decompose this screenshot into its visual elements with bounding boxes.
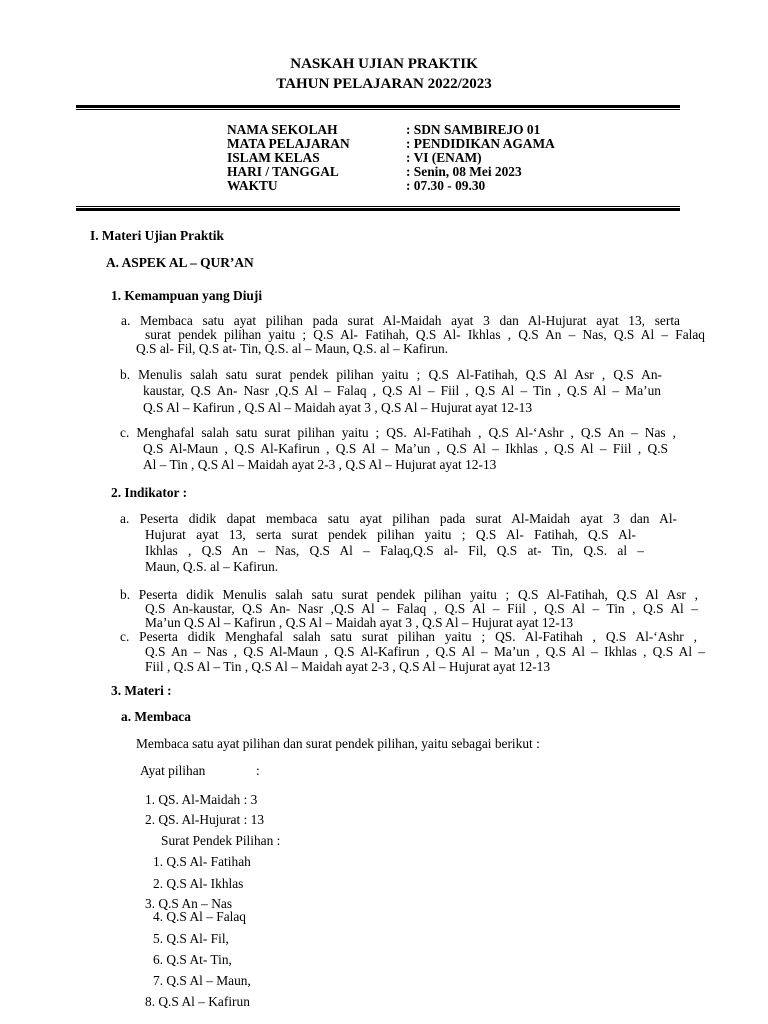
- section-heading-materi: I. Materi Ujian Praktik: [90, 228, 224, 243]
- kemampuan-b-line2: kaustar, Q.S An- Nasr ,Q.S Al – Falaq , Q.S Al – Fiil , Q.S Al – Tin , Q.S Al – Ma’un: [143, 383, 661, 398]
- indikator-a-line3: Ikhlas , Q.S An – Nas, Q.S Al – Falaq,Q.S al- Fil, Q.S at- Tin, Q.S. al –: [145, 543, 644, 558]
- kemampuan-c-line2: Q.S Al-Maun , Q.S Al-Kafirun , Q.S Al – Ma’un , Q.S Al – Ikhlas , Q.S Al – Fiil , Q.S: [143, 441, 668, 456]
- surat-item-3: 3. Q.S An – Nas: [145, 896, 233, 911]
- header-rule-bottom-thin: [76, 206, 680, 207]
- info-value-subject: : PENDIDIKAN AGAMA: [406, 136, 555, 151]
- heading-kemampuan: 1. Kemampuan yang Diuji: [111, 288, 263, 303]
- info-value-class: : VI (ENAM): [406, 150, 482, 165]
- indikator-a-line4: Maun, Q.S. al – Kafirun.: [145, 559, 279, 574]
- ayat-item-1: 1. QS. Al-Maidah : 3: [145, 792, 258, 807]
- indikator-c-line2: Q.S An – Nas , Q.S Al-Maun , Q.S Al-Kafirun , Q.S Al – Ma’un , Q.S Al – Ikhlas , Q.S Al –: [145, 644, 705, 659]
- header-rule-top-thin: [76, 109, 680, 110]
- indikator-b-line3: Ma’un Q.S Al – Kafirun , Q.S Al – Maidah ayat 3 , Q.S Al – Hujurat ayat 12-13: [145, 615, 574, 630]
- kemampuan-a-line1: a. Membaca satu ayat pilihan pada surat Al-Maidah ayat 3 dan Al-Hujurat ayat 13, serta: [121, 313, 680, 328]
- surat-item-1: 1. Q.S Al- Fatihah: [153, 854, 251, 869]
- kemampuan-a-line2: surat pendek pilihan yaitu ; Q.S Al- Fatihah, Q.S Al- Ikhlas , Q.S An – Nas, Q.S Al – Falaq: [145, 327, 705, 342]
- heading-indikator: 2. Indikator :: [111, 485, 188, 500]
- kemampuan-b-line1: b. Menulis salah satu surat pendek pilihan yaitu ; Q.S Al-Fatihah, Q.S Al Asr , Q.S An-: [120, 367, 662, 382]
- info-label-subject: MATA PELAJARAN: [227, 136, 350, 151]
- info-label-time: WAKTU: [227, 178, 278, 193]
- indikator-c-line1: c. Peserta didik Menghafal salah satu surat pilihan yaitu ; QS. Al-Fatihah , Q.S Al-‘Ashr ,: [120, 629, 697, 644]
- indikator-c-line3: Fiil , Q.S Al – Tin , Q.S Al – Maidah ayat 2-3 , Q.S Al – Hujurat ayat 12-13: [145, 659, 551, 674]
- indikator-a-line1: a. Peserta didik dapat membaca satu ayat pilihan pada surat Al-Maidah ayat 3 dan Al-: [120, 511, 677, 526]
- indikator-a-line2: Hujurat ayat 13, serta surat pendek pilihan yaitu ; Q.S Al- Fatihah, Q.S Al-: [145, 527, 636, 542]
- header-rule-top: [76, 105, 680, 108]
- ayat-pilihan-colon: :: [256, 763, 260, 778]
- info-label-school: NAMA SEKOLAH: [227, 122, 338, 137]
- kemampuan-a-line3: Q.S al- Fil, Q.S at- Tin, Q.S. al – Maun, Q.S. al – Kafirun.: [136, 341, 449, 356]
- info-value-time: : 07.30 - 09.30: [406, 178, 486, 193]
- surat-item-2: 2. Q.S Al- Ikhlas: [153, 876, 244, 891]
- section-heading-aspek-alquran: A. ASPEK AL – QUR’AN: [106, 255, 254, 270]
- info-label-date: HARI / TANGGAL: [227, 164, 339, 179]
- surat-item-8: 8. Q.S Al – Kafirun: [145, 994, 250, 1009]
- document-title: NASKAH UJIAN PRAKTIK: [290, 56, 478, 72]
- surat-item-6: 6. Q.S At- Tin,: [153, 952, 232, 967]
- document-subtitle: TAHUN PELAJARAN 2022/2023: [276, 76, 492, 92]
- surat-pendek-label: Surat Pendek Pilihan :: [161, 833, 281, 848]
- kemampuan-c-line1: c. Menghafal salah satu surat pilihan yaitu ; QS. Al-Fatihah , Q.S Al-‘Ashr , Q.S An – Nas ,: [120, 425, 676, 440]
- indikator-b-line2: Q.S An-kaustar, Q.S An- Nasr ,Q.S Al – Falaq , Q.S Al – Fiil , Q.S Al – Tin , Q.S Al –: [145, 601, 698, 616]
- header-rule-bottom: [76, 208, 680, 211]
- subheading-membaca: a. Membaca: [121, 709, 191, 724]
- kemampuan-c-line3: Al – Tin , Q.S Al – Maidah ayat 2-3 , Q.S Al – Hujurat ayat 12-13: [143, 457, 497, 472]
- indikator-b-line1: b. Peserta didik Menulis salah satu surat pendek pilihan yaitu ; Q.S Al-Fatihah, Q.S Al Asr ,: [120, 587, 698, 602]
- kemampuan-b-line3: Q.S Al – Kafirun , Q.S Al – Maidah ayat 3 , Q.S Al – Hujurat ayat 12-13: [143, 400, 533, 415]
- materi-intro: Membaca satu ayat pilihan dan surat pendek pilihan, yaitu sebagai berikut :: [136, 736, 540, 751]
- info-label-class: ISLAM KELAS: [227, 150, 320, 165]
- surat-item-4: 4. Q.S Al – Falaq: [153, 909, 246, 924]
- info-value-school: : SDN SAMBIREJO 01: [406, 122, 541, 137]
- ayat-item-2: 2. QS. Al-Hujurat : 13: [145, 812, 265, 827]
- surat-item-5: 5. Q.S Al- Fil,: [153, 931, 229, 946]
- surat-item-7: 7. Q.S Al – Maun,: [153, 973, 251, 988]
- heading-materi: 3. Materi :: [111, 683, 172, 698]
- ayat-pilihan-label: Ayat pilihan: [140, 763, 206, 778]
- info-value-date: : Senin, 08 Mei 2023: [406, 164, 522, 179]
